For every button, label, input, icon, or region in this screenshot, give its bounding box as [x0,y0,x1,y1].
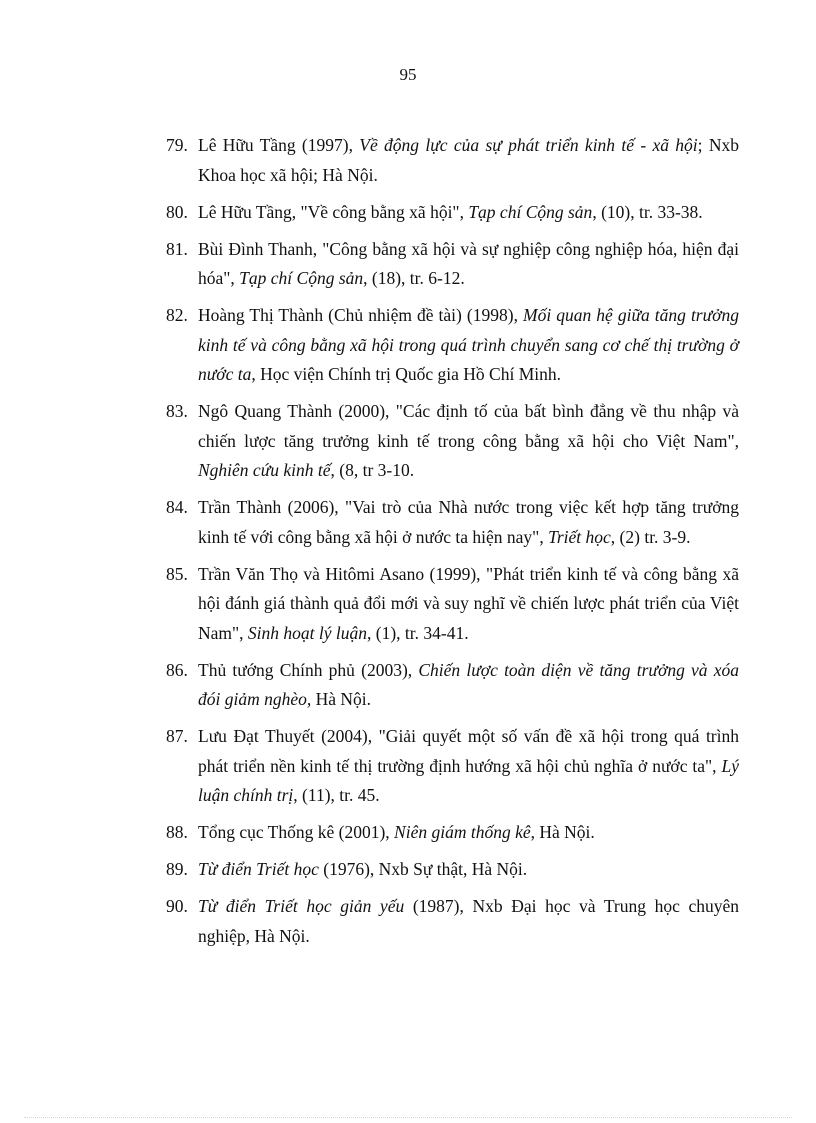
reference-item [135,855,739,885]
reference-number: 90. [166,896,188,916]
reference-text: Bùi Đình Thanh, "Công bằng xã hội và sự nghiệp công nghiệp hóa, hiện đại hóa", [198,238,739,288]
reference-number: 87. [166,726,188,746]
reference-number: 84. [166,497,188,517]
reference-title-italic: Từ điển Triết học giản yếu [198,896,405,916]
reference-text: Thủ tướng Chính phủ (2003), [198,659,419,680]
reference-number: 80. [166,201,188,222]
reference-item [135,722,739,811]
reference-text: Trần Thành (2006), "Vai trò của Nhà nước trong việc kết hợp tăng trưởng kinh tế với công bằng xã hội ở nước ta hiện nay", [198,497,739,547]
reference-item [135,198,739,228]
reference-title-italic: Tạp chí Cộng sản [468,201,593,222]
reference-text: , Hà Nội. [530,822,595,842]
reference-item [135,131,739,190]
reference-item [135,301,739,390]
reference-text: , (1), tr. 34-41. [367,622,469,643]
reference-title-italic: Chiến lược toàn diện về tăng trưởng và xóa đói giảm nghèo, [198,659,740,709]
reference-number: 86. [166,659,188,680]
reference-item [135,892,739,951]
reference-text: Hoàng Thị Thành (Chủ nhiệm đề tài) (1998), [198,305,523,325]
reference-title-italic: Triết học [548,526,611,547]
reference-text: , (10), tr. 33-38. [592,201,703,222]
reference-title-italic: Mối quan hệ giữa tăng trưởng kinh tế và công bằng xã hội trong quá trình chuyển sang cơ chế thị trường ở nước ta [198,305,739,384]
reference-text: Tổng cục Thống kê (2001), [198,822,395,842]
page-number: 95 [399,65,417,84]
reference-item [135,560,739,649]
reference-title-italic: Từ điển Triết học [198,859,319,879]
reference-item [135,493,739,552]
reference-title-italic: Lý luận chính trị [198,755,739,805]
reference-number: 79. [166,135,188,155]
reference-text: Lê Hữu Tầng (1997), [198,135,360,155]
reference-text: , (18), tr. 6-12. [363,268,465,288]
reference-title-italic: Niên giám thống kê [394,822,531,842]
reference-text: Ngô Quang Thành (2000), "Các định tố của bất bình đẳng về thu nhập và chiến lược tăng trưởng kinh tế trong công bằng xã hội cho Việt Nam", [198,401,739,451]
reference-title-italic: Sinh hoạt lý luận [247,622,368,643]
reference-text: , (11), tr. 45. [293,785,380,805]
reference-number: 89. [166,859,188,879]
reference-item [135,235,739,294]
reference-text: Hà Nội. [311,689,372,709]
reference-list [135,131,739,959]
reference-text: Trần Văn Thọ và Hitômi Asano (1999), "Phát triển kinh tế và công bằng xã hội đánh giá thành quả đổi mới và suy nghĩ về chiến lược phát triển của Việt Nam", [198,563,739,643]
reference-title-italic: Về động lực của sự phát triển kinh tế - xã hội [359,135,698,155]
reference-text: , Học viện Chính trị Quốc gia Hồ Chí Minh. [251,364,562,384]
reference-text: (1987), Nxb Đại học và Trung học chuyên nghiệp, Hà Nội. [198,896,740,946]
reference-text: , (8, tr 3-10. [330,460,415,480]
reference-number: 82. [166,305,188,325]
reference-title-italic: Nghiên cứu kinh tế [198,460,331,480]
reference-number: 83. [166,401,188,421]
page-bottom-divider [24,1117,792,1118]
reference-number: 88. [166,822,188,842]
reference-title-italic: Tạp chí Cộng sản [239,268,364,288]
reference-text: (1976), Nxb Sự thật, Hà Nội. [318,859,528,879]
reference-item [135,656,739,715]
reference-item [135,818,739,848]
reference-text: Lưu Đạt Thuyết (2004), "Giải quyết một số vấn đề xã hội trong quá trình phát triển nền kinh tế thị trường định hướng xã hội chủ nghĩa ở nước ta", [198,726,739,776]
reference-item [135,397,739,486]
reference-number: 81. [166,238,188,259]
reference-text: ; Nxb Khoa học xã hội; Hà Nội. [198,135,739,185]
reference-number: 85. [166,563,188,584]
reference-text: Lê Hữu Tầng, "Về công bằng xã hội", [198,201,469,222]
reference-text: , (2) tr. 3-9. [610,526,691,547]
